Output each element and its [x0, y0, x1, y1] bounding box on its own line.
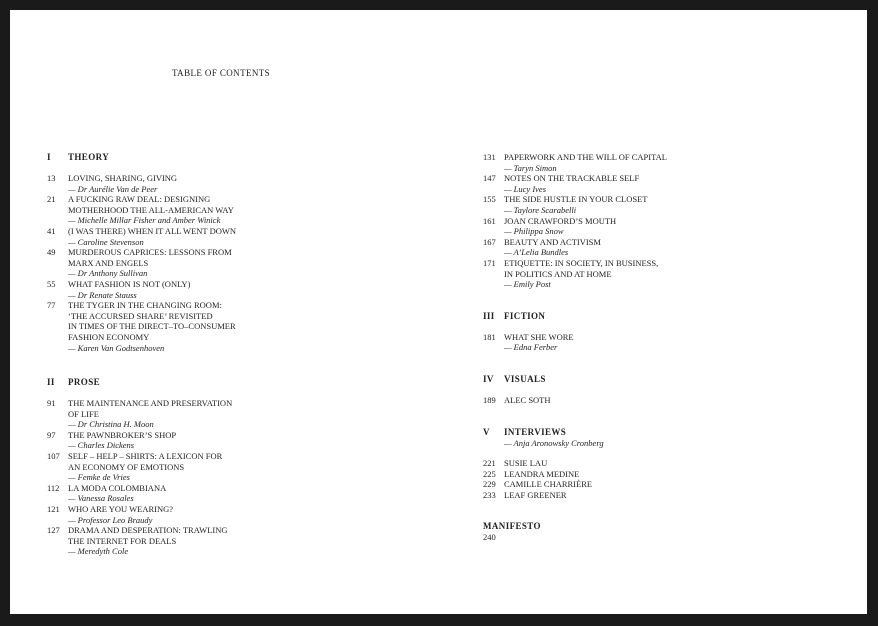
- entry-author: — Professor Leo Braudy: [68, 514, 153, 525]
- entry-author: — Vanessa Rosales: [68, 493, 134, 504]
- entry-body: [68, 226, 377, 247]
- entry-body: [68, 525, 377, 557]
- entry-title-line: LEANDRA MEDINE: [504, 468, 580, 479]
- entry-title-line: MARX AND ENGELS: [68, 257, 149, 268]
- entry-page-number: 127: [47, 525, 60, 536]
- entry-title-line: SELF – HELP – SHIRTS: A LEXICON FOR: [68, 451, 223, 462]
- entry-page-number: 155: [483, 194, 496, 205]
- continued-prose-entries: [483, 152, 813, 290]
- entry-body: [68, 430, 377, 451]
- toc-entry: [483, 395, 813, 406]
- entry-author: — Philippa Snow: [504, 226, 564, 237]
- section-heading: [47, 377, 377, 388]
- toc-section: [483, 427, 813, 501]
- entry-page-number: 225: [483, 468, 496, 479]
- entry-title-line: THE MAINTENANCE AND PRESERVATION: [68, 398, 233, 409]
- section-heading: [47, 152, 377, 163]
- entry-body: [68, 398, 377, 430]
- entry-body: [504, 152, 813, 173]
- entry-author: — Karen Van Godtsenhoven: [68, 342, 165, 353]
- entry-author: — Taryn Simon: [504, 162, 557, 173]
- toc-entry: [47, 300, 377, 353]
- entry-page-number: 91: [47, 398, 56, 409]
- manifesto-title: MANIFESTO: [483, 521, 541, 532]
- entry-body: [68, 247, 377, 279]
- entry-page-number: 77: [47, 300, 56, 311]
- entry-title-line: MOTHERHOOD THE ALL-AMERICAN WAY: [68, 204, 234, 215]
- toc-entry: [483, 458, 813, 469]
- entry-page-number: 233: [483, 489, 496, 500]
- entry-author: — Femke de Vries: [68, 472, 130, 483]
- entry-page-number: 161: [483, 215, 496, 226]
- section-numeral: I: [47, 152, 51, 162]
- entry-body: [504, 237, 813, 258]
- toc-entry: [47, 451, 377, 483]
- entry-author: — Emily Post: [504, 279, 551, 290]
- entry-title-line: (I WAS THERE) WHEN IT ALL WENT DOWN: [68, 225, 237, 236]
- entry-page-number: 167: [483, 236, 496, 247]
- entry-page-number: 107: [47, 451, 60, 462]
- entry-page-number: 55: [47, 278, 56, 289]
- toc-entry: [47, 430, 377, 451]
- entry-body: [504, 216, 813, 237]
- entry-page-number: 171: [483, 257, 496, 268]
- manifesto-section: [483, 521, 813, 543]
- entry-page-number: 147: [483, 173, 496, 184]
- section-author: — Anja Aronowsky Cronberg: [504, 437, 604, 448]
- toc-section: [47, 152, 377, 353]
- entry-title-line: BEAUTY AND ACTIVISM: [504, 236, 601, 247]
- entry-body: [68, 504, 377, 525]
- section-title: FICTION: [504, 310, 546, 321]
- toc-entry: [47, 173, 377, 194]
- entry-page-number: 181: [483, 331, 496, 342]
- entry-author: — Dr Anthony Sullivan: [68, 268, 148, 279]
- spacer: [483, 438, 504, 449]
- entry-title-line: JOAN CRAWFORD’S MOUTH: [504, 215, 617, 226]
- entry-author: — Dr Aurélie Van de Peer: [68, 183, 158, 194]
- entry-body: [504, 332, 813, 353]
- entry-body: [504, 395, 813, 406]
- entry-body: [504, 479, 813, 490]
- entry-body: [504, 469, 813, 480]
- toc-entry: [47, 398, 377, 430]
- entry-body: [68, 194, 377, 226]
- manifesto-page: 240: [483, 532, 496, 543]
- entry-body: [504, 458, 813, 469]
- toc-entry: [483, 152, 813, 173]
- entry-page-number: 112: [47, 482, 60, 493]
- entry-title-line: IN POLITICS AND AT HOME: [504, 268, 612, 279]
- entry-author: — Taylore Scarabelli: [504, 204, 577, 215]
- entry-page-number: 221: [483, 458, 496, 469]
- section-numeral: II: [47, 377, 55, 388]
- entry-author: — A’Lelia Bundles: [504, 247, 569, 258]
- entry-title-line: LOVING, SHARING, GIVING: [68, 173, 178, 183]
- entry-title-line: ETIQUETTE: IN SOCIETY, IN BUSINESS,: [504, 257, 659, 268]
- entry-title-line: WHAT SHE WORE: [504, 331, 574, 342]
- right-sections: [483, 311, 813, 501]
- entry-title-line: LA MODA COLOMBIANA: [68, 482, 167, 493]
- entry-title-line: ‘THE ACCURSED SHARE’ REVISITED: [68, 310, 213, 321]
- entry-title-line: DRAMA AND DESPERATION: TRAWLING: [68, 525, 228, 536]
- toc-section: [483, 374, 813, 406]
- toc-section: [483, 311, 813, 353]
- entry-title-line: MURDEROUS CAPRICES: LESSONS FROM: [68, 247, 232, 258]
- entry-author: — Dr Renate Stauss: [68, 289, 137, 300]
- entry-title-line: PAPERWORK AND THE WILL OF CAPITAL: [504, 152, 667, 162]
- entry-page-number: 41: [47, 225, 56, 236]
- toc-entry: [483, 216, 813, 237]
- entry-title-line: IN TIMES OF THE DIRECT–TO–CONSUMER: [68, 321, 236, 332]
- toc-section: [47, 377, 377, 557]
- entry-author: — Edna Ferber: [504, 342, 558, 353]
- entry-body: [68, 483, 377, 504]
- entry-title-line: LEAF GREENER: [504, 489, 567, 500]
- entry-title-line: AN ECONOMY OF EMOTIONS: [68, 461, 185, 472]
- entry-title-line: NOTES ON THE TRACKABLE SELF: [504, 173, 640, 184]
- entry-title-line: OF LIFE: [68, 408, 99, 419]
- entry-body: [68, 173, 377, 194]
- toc-entry: [483, 237, 813, 258]
- entry-title-line: THE INTERNET FOR DEALS: [68, 535, 177, 546]
- toc-entry: [47, 504, 377, 525]
- entry-body: [504, 490, 813, 501]
- entry-body: [68, 279, 377, 300]
- toc-entry: [47, 226, 377, 247]
- entry-title-line: A FUCKING RAW DEAL: DESIGNING: [68, 194, 211, 205]
- section-numeral: V: [483, 426, 490, 437]
- section-title: PROSE: [68, 377, 101, 388]
- section-heading: [483, 427, 813, 438]
- entry-title-line: CAMILLE CHARRIÈRE: [504, 479, 593, 490]
- toc-entry: [483, 479, 813, 490]
- entry-page-number: 13: [47, 173, 56, 183]
- entry-title-line: THE TYGER IN THE CHANGING ROOM:: [68, 300, 222, 311]
- entry-page-number: 21: [47, 194, 56, 205]
- entry-body: [504, 173, 813, 194]
- entry-title-line: THE PAWNBROKER’S SHOP: [68, 429, 177, 440]
- entry-page-number: 131: [483, 152, 496, 162]
- toc-entry: [483, 469, 813, 480]
- entry-title-line: FASHION ECONOMY: [68, 331, 150, 342]
- entry-body: [68, 300, 377, 353]
- entry-title-line: THE SIDE HUSTLE IN YOUR CLOSET: [504, 194, 648, 205]
- toc-entry: [483, 258, 813, 290]
- toc-entry: [483, 490, 813, 501]
- entry-page-number: 229: [483, 479, 496, 490]
- toc-entry: [47, 279, 377, 300]
- entry-body: [504, 194, 813, 215]
- toc-title: TABLE OF CONTENTS: [172, 68, 271, 78]
- entry-author: — Charles Dickens: [68, 440, 135, 451]
- entry-author: — Caroline Stevenson: [68, 236, 144, 247]
- section-author-row: [483, 438, 813, 449]
- section-heading: [483, 311, 813, 322]
- entry-body: [504, 258, 813, 290]
- entry-body: [68, 451, 377, 483]
- section-heading: [483, 374, 813, 385]
- section-numeral: III: [483, 310, 495, 321]
- entry-page-number: 97: [47, 429, 56, 440]
- entry-author: — Michelle Millar Fisher and Amber Winick: [68, 215, 221, 226]
- section-title: INTERVIEWS: [504, 426, 567, 437]
- left-column: [47, 152, 377, 578]
- toc-entry: [47, 194, 377, 226]
- toc-entry: [483, 194, 813, 215]
- entry-author: — Dr Christina H. Moon: [68, 419, 154, 430]
- entry-page-number: 121: [47, 504, 60, 515]
- toc-entry: [47, 525, 377, 557]
- section-author-body: [504, 438, 813, 449]
- toc-entry: [47, 247, 377, 279]
- entry-page-number: 49: [47, 247, 56, 258]
- entry-page-number: 189: [483, 394, 496, 405]
- right-column: [483, 152, 813, 564]
- entry-title-line: WHAT FASHION IS NOT (ONLY): [68, 278, 191, 289]
- toc-entry: [47, 483, 377, 504]
- section-title: VISUALS: [504, 373, 546, 384]
- section-numeral: IV: [483, 373, 494, 384]
- entry-title-line: WHO ARE YOU WEARING?: [68, 504, 174, 515]
- toc-entry: [483, 332, 813, 353]
- entry-author: — Meredyth Cole: [68, 546, 129, 557]
- entry-author: — Lucy Ives: [504, 183, 547, 194]
- section-title: THEORY: [68, 152, 110, 162]
- document-page: [10, 10, 867, 614]
- toc-entry: [483, 173, 813, 194]
- entry-title-line: SUSIE LAU: [504, 458, 548, 469]
- entry-title-line: ALEC SOTH: [504, 394, 551, 405]
